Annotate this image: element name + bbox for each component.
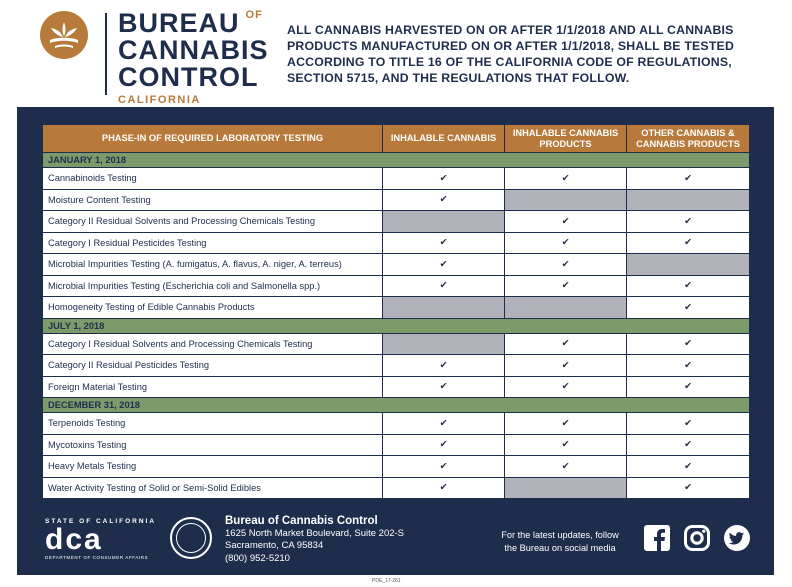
- test-label: Category II Residual Pesticides Testing: [43, 355, 383, 377]
- bureau-address: [225, 515, 404, 565]
- social-text: [485, 529, 635, 554]
- table-row: [43, 456, 750, 478]
- checkmark-icon: ✔: [383, 477, 505, 499]
- table-row: [43, 168, 750, 190]
- twitter-icon[interactable]: [723, 524, 751, 552]
- testing-notice: ALL CANNABIS HARVESTED ON OR AFTER 1/1/2018 AND ALL CANNABIS PRODUCTS MANUFACTURED ON OR AFTER 1/1/2018, SHALL BE TESTED ACCORDING TO TITLE 16 OF THE CALIFORNIA CODE OF REGULATIONS, SECTION 5715, AND THE REGULATIONS THAT FOLLOW.: [287, 23, 735, 85]
- checkmark-icon: ✔: [383, 456, 505, 478]
- not-applicable-cell: [383, 211, 505, 233]
- checkmark-icon: ✔: [383, 232, 505, 254]
- table-row: [43, 333, 750, 355]
- checkmark-icon: ✔: [383, 168, 505, 190]
- checkmark-icon: ✔: [627, 376, 750, 398]
- table-row: [43, 297, 750, 319]
- header-inhalable-cannabis: INHALABLE CANNABIS: [383, 125, 505, 153]
- brand-title: [118, 10, 269, 106]
- table-row: [43, 376, 750, 398]
- testing-table: [42, 124, 750, 499]
- test-label: Microbial Impurities Testing (Escherichia coli and Salmonella spp.): [43, 275, 383, 297]
- table-row: [43, 413, 750, 435]
- not-applicable-cell: [383, 297, 505, 319]
- checkmark-icon: ✔: [505, 456, 627, 478]
- test-label: Category I Residual Pesticides Testing: [43, 232, 383, 254]
- checkmark-icon: ✔: [383, 434, 505, 456]
- not-applicable-cell: [505, 477, 627, 499]
- section-row: [43, 398, 750, 413]
- bureau-name: Bureau of Cannabis Control: [225, 515, 378, 527]
- dca-logo: [45, 518, 156, 560]
- test-label: Category I Residual Solvents and Processing Chemicals Testing: [43, 333, 383, 355]
- test-label: Water Activity Testing of Solid or Semi-Solid Edibles: [43, 477, 383, 499]
- not-applicable-cell: [627, 254, 750, 276]
- checkmark-icon: ✔: [627, 456, 750, 478]
- table-row: [43, 254, 750, 276]
- table-row: [43, 189, 750, 211]
- address-line-1: 1625 North Market Boulevard, Suite 202-S: [225, 527, 405, 539]
- table-row: [43, 275, 750, 297]
- checkmark-icon: ✔: [505, 333, 627, 355]
- dca-wordmark: dca: [45, 523, 103, 556]
- checkmark-icon: ✔: [627, 168, 750, 190]
- section-row: [43, 153, 750, 168]
- brand-line-2: CANNABIS: [118, 35, 269, 65]
- table-header-row: [43, 125, 750, 153]
- header: [0, 0, 792, 106]
- brand-of: OF: [245, 9, 263, 21]
- instagram-icon[interactable]: [683, 524, 711, 552]
- table-row: [43, 355, 750, 377]
- header-other-products: OTHER CANNABIS & CANNABIS PRODUCTS: [627, 125, 750, 153]
- checkmark-icon: ✔: [505, 275, 627, 297]
- checkmark-icon: ✔: [627, 333, 750, 355]
- test-label: Category II Residual Solvents and Processing Chemicals Testing: [43, 211, 383, 233]
- table-row: [43, 211, 750, 233]
- checkmark-icon: ✔: [627, 232, 750, 254]
- not-applicable-cell: [383, 333, 505, 355]
- facebook-icon[interactable]: [643, 524, 671, 552]
- dept-label: DEPARTMENT OF CONSUMER AFFAIRS: [45, 555, 149, 560]
- checkmark-icon: ✔: [505, 413, 627, 435]
- table-row: [43, 232, 750, 254]
- checkmark-icon: ✔: [627, 297, 750, 319]
- social-line-2: the Bureau on social media: [504, 542, 616, 553]
- checkmark-icon: ✔: [505, 434, 627, 456]
- address-line-2: Sacramento, CA 95834: [225, 540, 324, 551]
- checkmark-icon: ✔: [627, 477, 750, 499]
- test-label: Mycotoxins Testing: [43, 434, 383, 456]
- section-title: JANUARY 1, 2018: [43, 153, 750, 168]
- not-applicable-cell: [505, 189, 627, 211]
- cannabis-leaf-icon: [47, 20, 81, 50]
- checkmark-icon: ✔: [383, 355, 505, 377]
- checkmark-icon: ✔: [627, 434, 750, 456]
- checkmark-icon: ✔: [627, 413, 750, 435]
- brand-line-1: BUREAU: [118, 8, 240, 38]
- section-title: DECEMBER 31, 2018: [43, 398, 750, 413]
- checkmark-icon: ✔: [505, 376, 627, 398]
- section-row: [43, 318, 750, 333]
- table-row: [43, 434, 750, 456]
- header-phase-in: PHASE-IN OF REQUIRED LABORATORY TESTING: [43, 125, 383, 153]
- state-label: STATE OF CALIFORNIA: [45, 518, 157, 525]
- checkmark-icon: ✔: [505, 168, 627, 190]
- test-label: Foreign Material Testing: [43, 376, 383, 398]
- social-line-1: For the latest updates, follow: [501, 530, 619, 540]
- checkmark-icon: ✔: [505, 211, 627, 233]
- brand-line-3: CONTROL: [118, 62, 259, 92]
- bureau-logo: [40, 11, 88, 59]
- checkmark-icon: ✔: [627, 275, 750, 297]
- test-label: Moisture Content Testing: [43, 189, 383, 211]
- test-label: Heavy Metals Testing: [43, 456, 383, 478]
- checkmark-icon: ✔: [383, 189, 505, 211]
- checkmark-icon: ✔: [627, 211, 750, 233]
- not-applicable-cell: [505, 297, 627, 319]
- test-label: Cannabinoids Testing: [43, 168, 383, 190]
- header-inhalable-products: INHALABLE CANNABIS PRODUCTS: [505, 125, 627, 153]
- checkmark-icon: ✔: [505, 355, 627, 377]
- test-label: Terpenoids Testing: [43, 413, 383, 435]
- not-applicable-cell: [627, 189, 750, 211]
- test-label: Microbial Impurities Testing (A. fumigatus, A. flavus, A. niger, A. terreus): [43, 254, 383, 276]
- form-code: PDE_17-261: [372, 578, 401, 584]
- logo-divider: [105, 13, 107, 95]
- checkmark-icon: ✔: [383, 413, 505, 435]
- checkmark-icon: ✔: [627, 355, 750, 377]
- brand-line-4: CALIFORNIA: [118, 94, 201, 106]
- table-body: [43, 153, 750, 499]
- checkmark-icon: ✔: [505, 254, 627, 276]
- state-seal-icon: [170, 517, 212, 559]
- table-row: [43, 477, 750, 499]
- checkmark-icon: ✔: [383, 275, 505, 297]
- phone-number: (800) 952-5210: [225, 552, 290, 564]
- checkmark-icon: ✔: [383, 254, 505, 276]
- section-title: JULY 1, 2018: [43, 318, 750, 333]
- checkmark-icon: ✔: [383, 376, 505, 398]
- checkmark-icon: ✔: [505, 232, 627, 254]
- test-label: Homogeneity Testing of Edible Cannabis Products: [43, 297, 383, 319]
